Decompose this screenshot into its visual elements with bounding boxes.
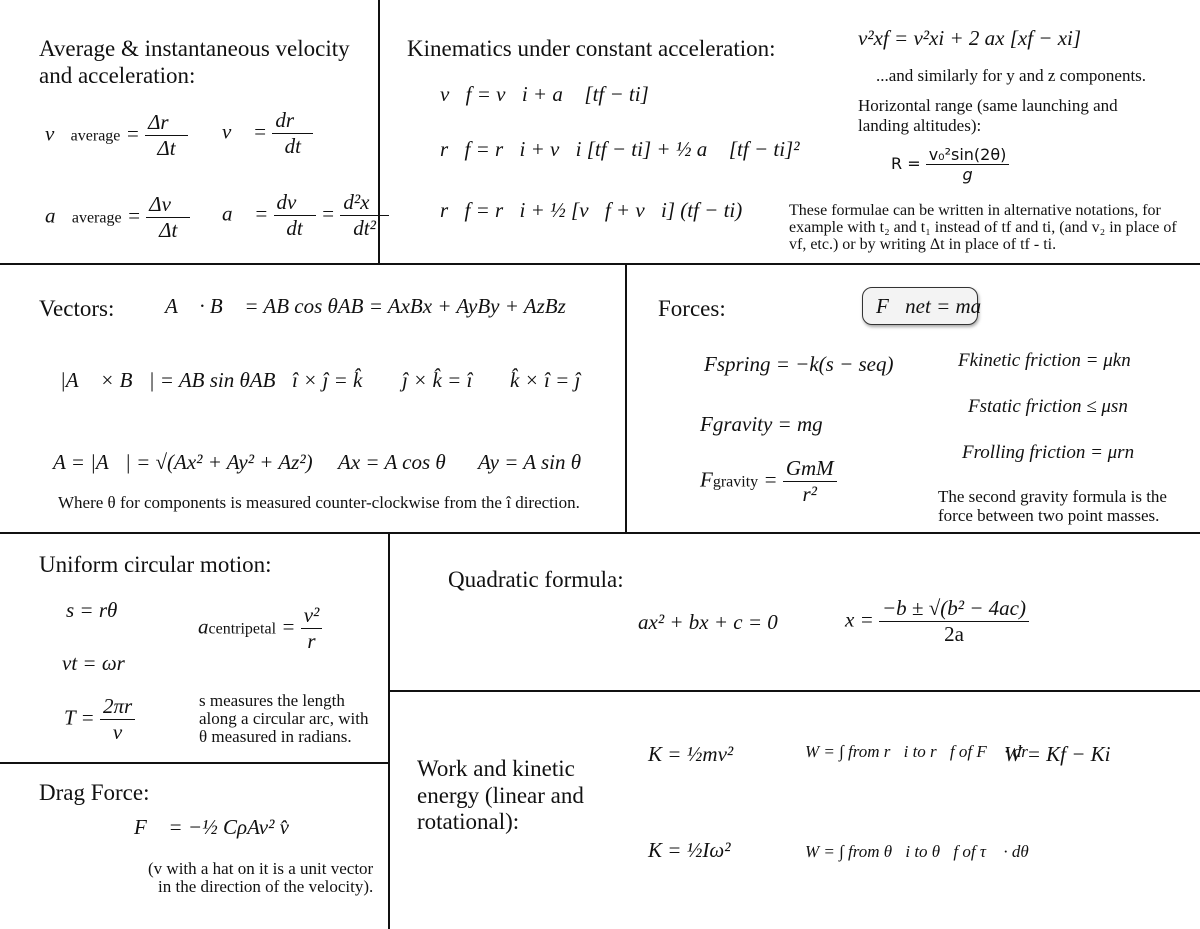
section-heading: Quadratic formula: [448, 567, 624, 592]
rotational-work-formula: W = ∫ from θ⃗i to θ⃗f of τ⃗ · dθ⃗ [805, 842, 1042, 861]
section-heading: Uniform circular motion: [39, 552, 272, 577]
average-acceleration-formula: a⃗average = $\frac{\Delta v⃗}{\Delta t}$ [45, 192, 190, 243]
section-heading: Work and kinetic [417, 756, 575, 781]
static-friction-formula: Fstatic friction ≤ μsn [968, 396, 1128, 417]
notation-note: example with t₂ and t₁ instead of tf and ti, (and v₂ in place of [789, 219, 1177, 236]
section-heading: rotational): [417, 809, 520, 834]
cross-product-magnitude-formula: |A⃗ × B⃗| = AB sin θAB [60, 368, 276, 392]
tangential-velocity-formula: vt = ωr [62, 651, 125, 675]
divider [625, 263, 627, 533]
period-formula: T = $\frac{2\pi r}{v}$ [64, 694, 135, 745]
section-heading: Vectors: [39, 296, 115, 321]
instant-velocity-formula: v⃗ = $\frac{dr⃗}{dt}$ [222, 108, 313, 159]
arc-note: s measures the length [199, 691, 345, 710]
unit-vector-cross-jk: ĵ × k̂ = î [402, 368, 473, 392]
notation-note: vf, etc.) or by writing Δt in place of tf - ti. [789, 236, 1057, 253]
universal-gravity-formula: Fgravity = $\frac{\text{GmM}}{\text{r²}}$ [700, 456, 837, 507]
arc-note: along a circular arc, with [199, 709, 369, 728]
divider [0, 532, 1200, 534]
unit-vector-cross-ij: î × ĵ = k̂ [292, 368, 363, 392]
unit-vector-cross-ki: k̂ × î = ĵ [510, 368, 581, 392]
gravity-near-surface-formula: Fgravity = mg [700, 412, 823, 436]
quadratic-equation: ax² + bx + c = 0 [638, 610, 778, 634]
work-energy-theorem: W = Kf − Ki [1004, 742, 1111, 766]
average-velocity-formula: v⃗average = $\frac{\Delta r⃗}{\Delta t}$ [45, 110, 188, 161]
rolling-friction-formula: Frolling friction = μrn [962, 442, 1135, 463]
rotational-kinetic-energy-formula: K = ½Iω² [648, 838, 731, 862]
velocity-squared-formula: v²xf = v²xi + 2 ax [xf − xi] [858, 26, 1082, 50]
vector-magnitude-formula: A = |A⃗| = √(Ax² + Ay² + Az²) [53, 450, 313, 474]
quadratic-solution: x = $\frac{\text{−b ± √(b² − 4ac)}}{2a}$ [845, 596, 1029, 647]
linear-work-formula: W = ∫ from r⃗i to r⃗f of F⃗ · dr⃗ [805, 742, 1042, 761]
position-formula: r⃗f = r⃗i + v⃗i [tf − ti] + ½ a⃗ [tf − ti]² [440, 137, 800, 161]
range-label: Horizontal range (same launching and [858, 96, 1118, 115]
linear-kinetic-energy-formula: K = ½mv² [648, 742, 734, 766]
arc-length-formula: s = rθ [66, 598, 118, 622]
section-heading: Average & instantaneous velocity [39, 36, 350, 61]
component-angle-note: Where θ for components is measured counter-clockwise from the î direction. [58, 493, 580, 512]
range-label: landing altitudes): [858, 116, 982, 135]
x-component-formula: Ax = A cos θ [338, 450, 446, 474]
section-heading: Forces: [658, 296, 726, 321]
section-heading: and acceleration: [39, 63, 196, 88]
section-heading: Kinematics under constant acceleration: [407, 36, 776, 61]
components-note: ...and similarly for y and z components. [876, 66, 1147, 85]
gravity-note: force between two point masses. [938, 506, 1160, 525]
gravity-note: The second gravity formula is the [938, 487, 1167, 506]
divider [0, 762, 389, 764]
section-heading: energy (linear and [417, 783, 584, 808]
instant-acceleration-formula: a⃗ = $\frac{dv⃗}{dt}$ = $\frac{\text{d²x⃗}}{\text{dt²}}$ [222, 190, 389, 241]
divider [389, 690, 1200, 692]
final-velocity-formula: v⃗f = v⃗i + a⃗ [tf − ti] [440, 82, 649, 106]
centripetal-acceleration-formula: acentripetal = $\frac{\text{v²}}{r}$ [198, 603, 322, 654]
drag-force-formula: F⃗ = −½ CρAv² v̂ [134, 815, 289, 839]
spring-force-formula: Fspring = −k(s − seq) [704, 352, 894, 376]
divider [388, 532, 390, 929]
average-velocity-position-formula: r⃗f = r⃗i + ½ [v⃗f + v⃗i] (tf − ti) [440, 198, 743, 222]
unit-vector-note: in the direction of the velocity). [158, 877, 374, 896]
unit-vector-note: (v with a hat on it is a unit vector [148, 859, 374, 878]
notation-note: These formulae can be written in alternative notations, for [789, 202, 1161, 219]
section-heading: Drag Force: [39, 780, 150, 805]
newton-second-law-formula: F⃗net = ma⃗ [876, 294, 998, 318]
range-formula: R = $\frac{\text{v₀²sin(2θ)}}{g}$ [891, 145, 1009, 184]
arc-note: θ measured in radians. [199, 727, 352, 746]
kinetic-friction-formula: Fkinetic friction = μkn [958, 350, 1131, 371]
divider [0, 263, 1200, 265]
y-component-formula: Ay = A sin θ [478, 450, 582, 474]
dot-product-formula: A⃗ · B⃗ = AB cos θAB = AxBx + AyBy + AzBz [165, 294, 566, 318]
